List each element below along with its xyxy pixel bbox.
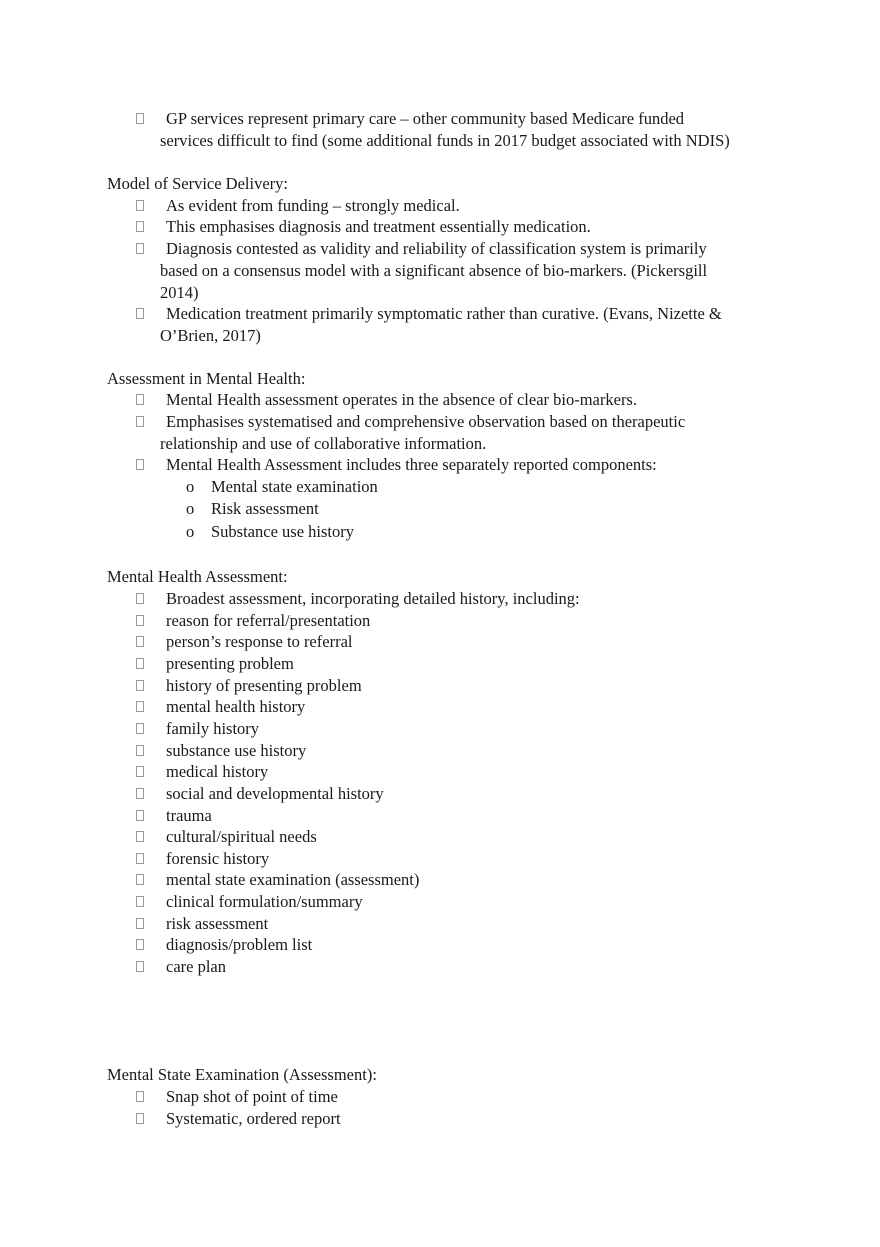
section-heading: Model of Service Delivery: (107, 174, 288, 193)
bullet-box-icon (136, 1113, 144, 1124)
bullet-box-icon (136, 459, 144, 470)
bullet-box-icon (136, 636, 144, 647)
item-text: person’s response to referral (166, 632, 353, 652)
item-text: As evident from funding – strongly medical. (166, 196, 460, 215)
item-text: Medication treatment primarily symptomatic rather than curative. (Evans, Nizette & (166, 304, 722, 323)
item-text: Systematic, ordered report (166, 1109, 341, 1128)
bullet-box-icon (136, 939, 144, 950)
bullet-box-icon (136, 1091, 144, 1102)
sub-bullet-icon: o (186, 499, 195, 518)
bullet-box-icon (136, 918, 144, 929)
item-text-continued: based on a consensus model with a significant absence of bio-markers. (Pickersgill (160, 261, 708, 280)
bullet-box-icon (136, 788, 144, 799)
item-text-continued: O’Brien, 2017) (160, 326, 261, 345)
item-text: reason for referral/presentation (166, 610, 371, 630)
bullet-box-icon (136, 593, 144, 604)
item-text: This emphasises diagnosis and treatment essentially medication. (166, 217, 591, 236)
item-text: mental state examination (assessment) (166, 870, 420, 890)
bullet-box-icon (136, 810, 144, 821)
section-heading: Mental State Examination (Assessment): (107, 1065, 377, 1084)
bullet-box-icon (136, 831, 144, 842)
bullet-box-icon (136, 658, 144, 669)
bullet-box-icon (136, 221, 144, 232)
bullet-box-icon (136, 680, 144, 691)
item-text: history of presenting problem (166, 675, 362, 695)
item-text: social and developmental history (166, 783, 384, 803)
item-text: cultural/spiritual needs (166, 827, 317, 847)
item-text: Snap shot of point of time (166, 1087, 338, 1106)
item-text: medical history (166, 762, 269, 782)
item-text-continued: services difficult to find (some additional funds in 2017 budget associated with NDIS) (160, 131, 730, 150)
item-text: Mental Health Assessment includes three separately reported components: (166, 455, 657, 474)
bullet-box-icon (136, 615, 144, 626)
item-text: Mental Health assessment operates in the absence of clear bio-markers. (166, 390, 637, 409)
bullet-box-icon (136, 723, 144, 734)
bullet-box-icon (136, 766, 144, 777)
item-text: clinical formulation/summary (166, 892, 363, 912)
item-text: Risk assessment (211, 499, 319, 518)
item-text-continued: 2014) (160, 283, 199, 302)
item-text: risk assessment (166, 913, 269, 933)
bullet-box-icon (136, 961, 144, 972)
item-text: Broadest assessment, incorporating detailed history, including: (166, 589, 580, 608)
section-heading: Mental Health Assessment: (107, 567, 288, 586)
bullet-box-icon (136, 874, 144, 885)
bullet-box-icon (136, 394, 144, 405)
section-heading: Assessment in Mental Health: (107, 369, 306, 388)
item-text: mental health history (166, 697, 306, 717)
item-text: Mental state examination (211, 477, 378, 496)
item-text: family history (166, 718, 260, 738)
item-text: substance use history (166, 740, 307, 760)
bullet-box-icon (136, 701, 144, 712)
item-text: Emphasises systematised and comprehensive observation based on therapeutic (166, 412, 686, 431)
bullet-box-icon (136, 308, 144, 319)
item-text: forensic history (166, 848, 270, 868)
item-text: GP services represent primary care – other community based Medicare funded (166, 109, 685, 128)
bullet-box-icon (136, 416, 144, 427)
bullet-box-icon (136, 853, 144, 864)
item-text: Substance use history (211, 522, 354, 541)
item-text: Diagnosis contested as validity and reliability of classification system is primarily (166, 239, 707, 258)
item-text: diagnosis/problem list (166, 935, 313, 955)
item-text: trauma (166, 805, 212, 825)
bullet-box-icon (136, 243, 144, 254)
item-text-continued: relationship and use of collaborative information. (160, 434, 487, 453)
bullet-box-icon (136, 896, 144, 907)
bullet-box-icon (136, 113, 144, 124)
item-text: care plan (166, 957, 226, 977)
bullet-box-icon (136, 745, 144, 756)
bullet-box-icon (136, 200, 144, 211)
sub-bullet-icon: o (186, 477, 195, 496)
item-text: presenting problem (166, 653, 294, 673)
sub-bullet-icon: o (186, 522, 195, 541)
